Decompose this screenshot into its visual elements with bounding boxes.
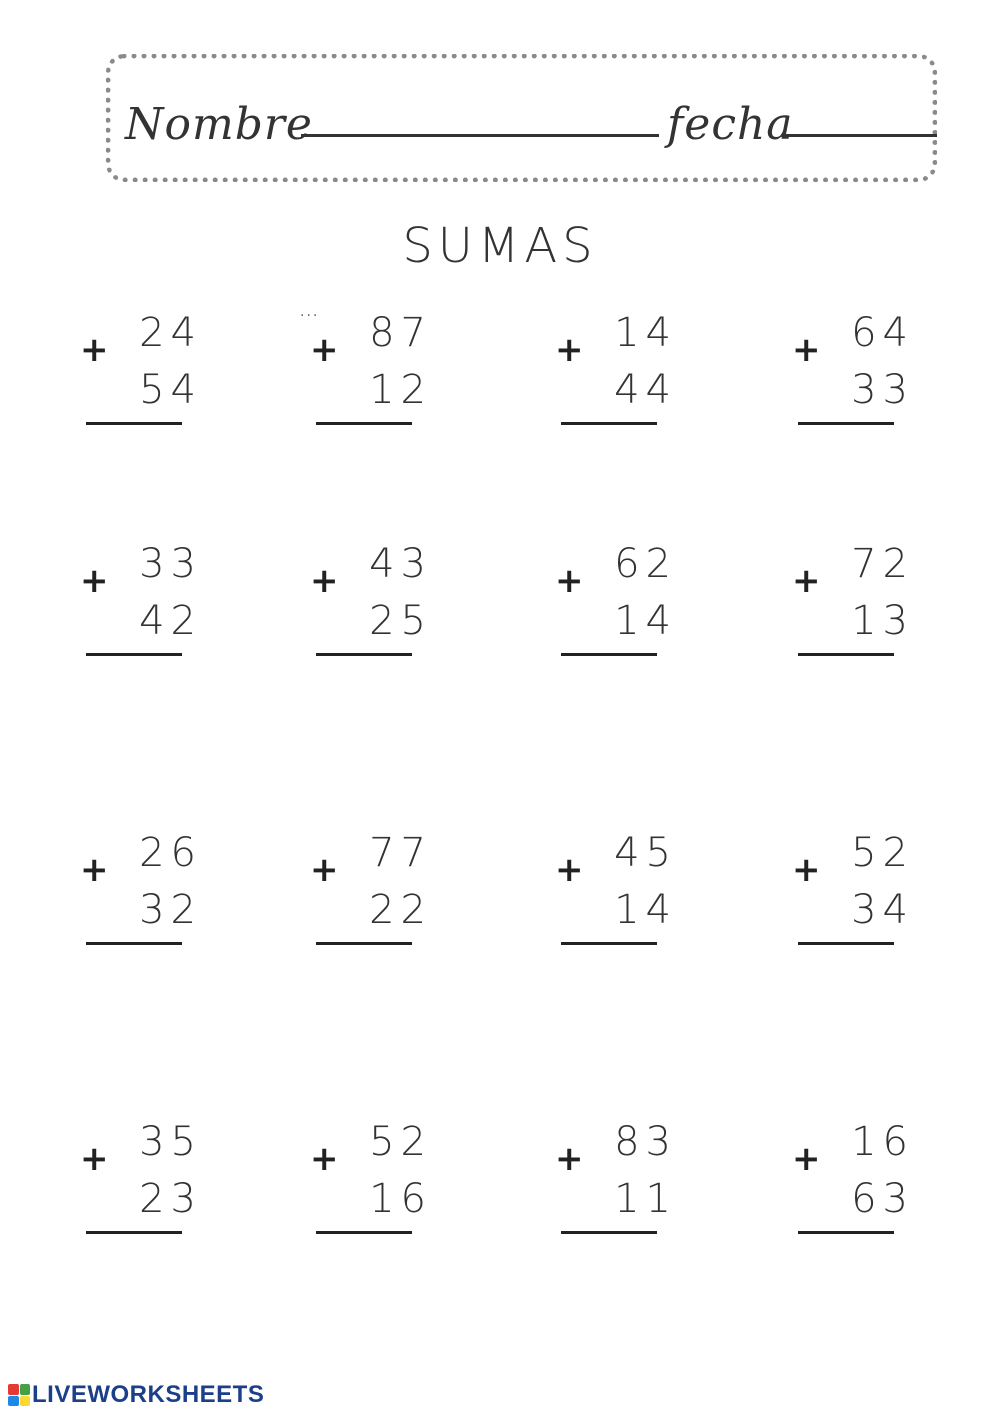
addition-problem xyxy=(555,310,685,440)
plus-sign: + xyxy=(310,561,339,601)
addend-top: 87 xyxy=(369,310,432,356)
addend-bottom: 23 xyxy=(139,1176,202,1222)
addition-problem xyxy=(300,304,440,440)
addition-problem xyxy=(80,1119,210,1249)
logo-tile xyxy=(8,1384,19,1395)
addend-bottom: 25 xyxy=(369,598,432,644)
addend-bottom: 22 xyxy=(369,887,432,933)
carry-marks: ... xyxy=(300,304,320,320)
addend-top: 35 xyxy=(139,1119,202,1165)
addend-bottom: 14 xyxy=(614,887,677,933)
addend-top: 52 xyxy=(369,1119,432,1165)
plus-sign: + xyxy=(80,1139,109,1179)
addend-bottom: 13 xyxy=(851,598,914,644)
name-date-box xyxy=(106,54,937,182)
answer-line[interactable] xyxy=(316,1231,412,1234)
addition-problem xyxy=(80,830,210,960)
addend-top: 64 xyxy=(851,310,914,356)
plus-sign: + xyxy=(310,1139,339,1179)
addition-problem xyxy=(792,830,922,960)
plus-sign: + xyxy=(80,850,109,890)
plus-sign: + xyxy=(792,850,821,890)
addition-problem xyxy=(792,1119,922,1249)
answer-line[interactable] xyxy=(86,653,182,656)
addition-problem xyxy=(555,1119,685,1249)
plus-sign: + xyxy=(555,1139,584,1179)
answer-line[interactable] xyxy=(561,1231,657,1234)
addend-top: 52 xyxy=(851,830,914,876)
addend-bottom: 32 xyxy=(139,887,202,933)
date-label: fecha xyxy=(667,99,794,150)
addition-problem xyxy=(792,310,922,440)
addition-problem xyxy=(310,1119,440,1249)
liveworksheets-logo-icon xyxy=(8,1384,30,1406)
logo-tile xyxy=(20,1396,31,1407)
addend-top: 77 xyxy=(369,830,432,876)
answer-line[interactable] xyxy=(798,422,894,425)
page-title: SUMAS xyxy=(402,218,598,274)
plus-sign: + xyxy=(555,850,584,890)
addend-bottom: 54 xyxy=(139,367,202,413)
addend-top: 26 xyxy=(139,830,202,876)
answer-line[interactable] xyxy=(798,653,894,656)
answer-line[interactable] xyxy=(316,942,412,945)
addend-bottom: 11 xyxy=(614,1176,677,1222)
addend-top: 16 xyxy=(851,1119,914,1165)
addition-problem xyxy=(310,830,440,960)
plus-sign: + xyxy=(310,330,339,370)
answer-line[interactable] xyxy=(86,942,182,945)
answer-line[interactable] xyxy=(316,653,412,656)
answer-line[interactable] xyxy=(561,942,657,945)
plus-sign: + xyxy=(555,561,584,601)
addition-problem xyxy=(310,541,440,671)
addition-problem xyxy=(555,830,685,960)
brand-name: LIVEWORKSHEETS xyxy=(32,1381,265,1408)
addend-bottom: 42 xyxy=(139,598,202,644)
addend-top: 43 xyxy=(369,541,432,587)
plus-sign: + xyxy=(80,330,109,370)
addition-problem xyxy=(555,541,685,671)
plus-sign: + xyxy=(792,1139,821,1179)
answer-line[interactable] xyxy=(316,422,412,425)
answer-line[interactable] xyxy=(86,1231,182,1234)
addend-bottom: 16 xyxy=(369,1176,432,1222)
date-input-line[interactable] xyxy=(781,134,937,137)
answer-line[interactable] xyxy=(798,942,894,945)
addend-top: 24 xyxy=(139,310,202,356)
answer-line[interactable] xyxy=(561,653,657,656)
plus-sign: + xyxy=(80,561,109,601)
answer-line[interactable] xyxy=(86,422,182,425)
addition-problem xyxy=(792,541,922,671)
plus-sign: + xyxy=(792,330,821,370)
addend-top: 83 xyxy=(614,1119,677,1165)
name-input-line[interactable] xyxy=(301,134,659,137)
addend-bottom: 33 xyxy=(851,367,914,413)
addition-problem xyxy=(80,541,210,671)
logo-tile xyxy=(20,1384,31,1395)
addend-bottom: 12 xyxy=(369,367,432,413)
addend-bottom: 44 xyxy=(614,367,677,413)
addend-top: 62 xyxy=(614,541,677,587)
addend-top: 14 xyxy=(614,310,677,356)
addition-problem xyxy=(80,310,210,440)
plus-sign: + xyxy=(792,561,821,601)
plus-sign: + xyxy=(555,330,584,370)
footer-brand xyxy=(8,1382,264,1408)
name-label: Nombre xyxy=(125,99,313,150)
plus-sign: + xyxy=(310,850,339,890)
answer-line[interactable] xyxy=(561,422,657,425)
addend-top: 72 xyxy=(851,541,914,587)
addend-top: 45 xyxy=(614,830,677,876)
addend-top: 33 xyxy=(139,541,202,587)
addend-bottom: 63 xyxy=(851,1176,914,1222)
addend-bottom: 14 xyxy=(614,598,677,644)
logo-tile xyxy=(8,1396,19,1407)
answer-line[interactable] xyxy=(798,1231,894,1234)
addend-bottom: 34 xyxy=(851,887,914,933)
